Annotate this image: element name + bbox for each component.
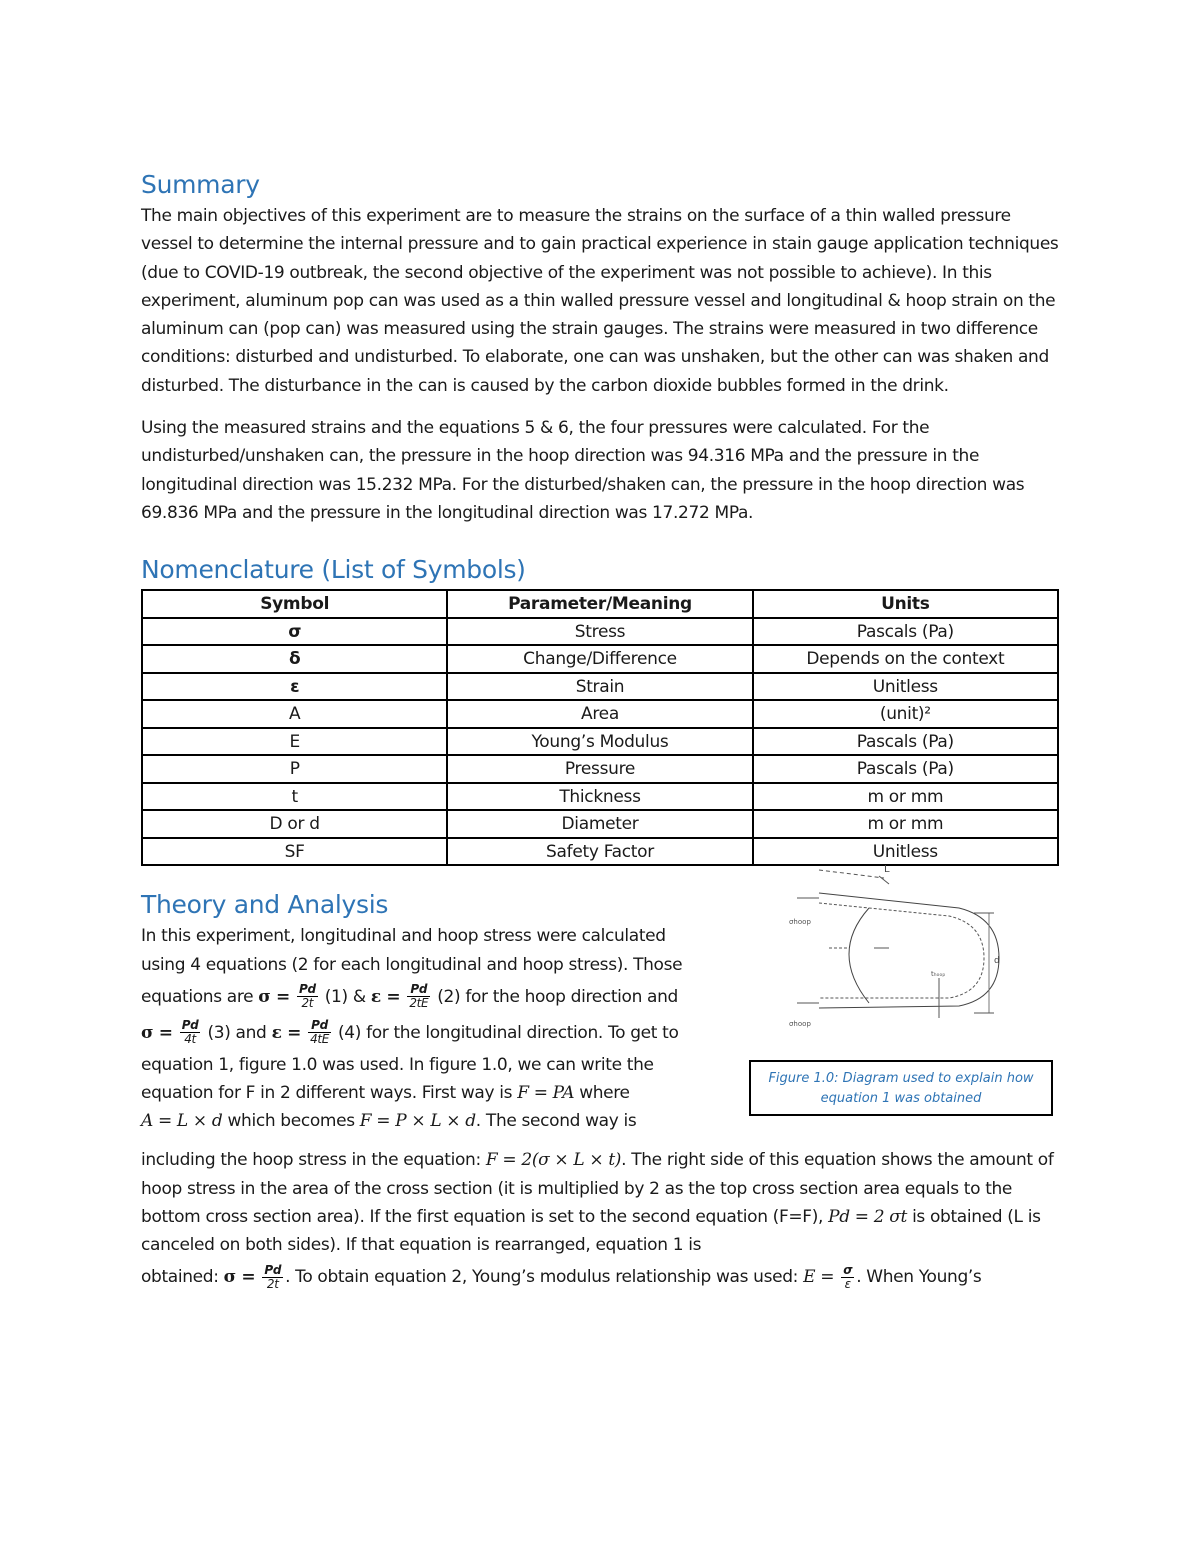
table-row [142, 618, 1058, 646]
summary-paragraph-2: Using the measured strains and the equations 5 & 6, the four pressures were calculated. For the undisturbed/unshaken can, the pressure in the hoop direction was 94.316 MPa and the pressure in the longitudinal direction was 15.232 MPa. For the disturbed/shaken can, the pressure in the hoop direction was 69.836 MPa and the pressure in the longitudinal direction was 17.272 MPa. [141, 418, 1025, 523]
table-header-row [142, 590, 1058, 618]
meaning-cell: Safety Factor [447, 838, 752, 866]
symbol-cell: σ [142, 618, 447, 646]
equation-sigma: σ = [141, 1022, 173, 1043]
units-cell: Unitless [753, 838, 1058, 866]
theory-line: A = L × d which becomes F = P × L × d. The second way is [141, 1111, 637, 1132]
header-meaning: Parameter/Meaning [447, 590, 752, 618]
symbol-cell: δ [142, 645, 447, 673]
theory-line: In this experiment, longitudinal and hoop stress were calculated [141, 926, 666, 947]
symbol-cell: D or d [142, 810, 447, 838]
equation-youngs: E = [803, 1267, 835, 1288]
table-row [142, 728, 1058, 756]
theory-paragraph: including the hoop stress in the equation: F = 2(σ × L × t). The right side of this equation shows the amount of hoop stress in the area of the cross section (it is multiplied by 2 as the top cross section area equals to the bottom cross section area). If the first equation is set to the second equation (F=F), Pd = 2 σt is obtained (L is canceled on both sides). If that equation is rearranged, equation 1 is [141, 1150, 1054, 1256]
symbol-cell: P [142, 755, 447, 783]
theory-text-full [141, 1146, 1059, 1295]
units-cell: m or mm [753, 810, 1058, 838]
fraction-pd-2t: $\frac{Pd}{2t}$ [264, 1262, 282, 1291]
theory-heading: Theory and Analysis [141, 890, 389, 920]
label-d: d [994, 956, 1000, 967]
equation-epsilon: ε = [271, 1022, 302, 1043]
theory-line: equation 1, figure 1.0 was used. In figure 1.0, we can write the [141, 1054, 654, 1075]
theory-text-column [141, 888, 741, 1135]
theory-line: obtained: σ = $\frac{Pd}{2t}$ . To obtain equation 2, Young’s modulus relationship was used: E = $\frac{\sigma}{\varepsilon}$ . When Young’s [141, 1262, 982, 1291]
table-row [142, 755, 1058, 783]
equation-sigma: σ = [258, 986, 290, 1007]
summary-paragraph-1: The main objectives of this experiment are to measure the strains on the surface of a thin walled pressure vessel to determine the internal pressure and to gain practical experience in stain gauge application techniques (due to COVID-19 outbreak, the second objective of the experiment was not possible to achieve). In this experiment, aluminum pop can was used as a thin walled pressure vessel and longitudinal & hoop strain on the aluminum can (pop can) was measured using the strain gauges. The strains were measured in two difference conditions: disturbed and undisturbed. To elaborate, one can was unshaken, but the other can was shaken and disturbed. The disturbance in the can is caused by the carbon dioxide bubbles formed in the drink. [141, 206, 1059, 396]
equation-area: A = L × d [141, 1111, 223, 1132]
meaning-cell: Thickness [447, 783, 752, 811]
units-cell: (unit)² [753, 700, 1058, 728]
symbol-cell: E [142, 728, 447, 756]
nomenclature-table [141, 589, 1059, 866]
meaning-cell: Stress [447, 618, 752, 646]
equation-f-hoop: F = 2(σ × L × t) [485, 1150, 622, 1171]
fraction-pd-4t: $\frac{Pd}{4t}$ [181, 1018, 199, 1047]
label-l: L [884, 864, 890, 876]
symbol-cell: ε [142, 673, 447, 701]
fraction-pd-4te: $\frac{Pd}{4tE}$ [310, 1018, 329, 1047]
pressure-vessel-diagram [789, 858, 1009, 1028]
equation-f-pld: F = P × L × d [359, 1111, 476, 1132]
header-symbol: Symbol [142, 590, 447, 618]
nomenclature-heading: Nomenclature (List of Symbols) [141, 555, 526, 585]
units-cell: Pascals (Pa) [753, 755, 1058, 783]
header-units: Units [753, 590, 1058, 618]
theory-line: using 4 equations (2 for each longitudinal and hoop stress). Those [141, 954, 683, 975]
meaning-cell: Area [447, 700, 752, 728]
document-page [141, 168, 1059, 1318]
symbol-cell: A [142, 700, 447, 728]
table-row [142, 673, 1058, 701]
units-cell: m or mm [753, 783, 1058, 811]
meaning-cell: Young’s Modulus [447, 728, 752, 756]
units-cell: Unitless [753, 673, 1058, 701]
table-row [142, 810, 1058, 838]
table-row [142, 700, 1058, 728]
theory-section [141, 864, 1059, 1318]
figure-caption: Figure 1.0: Diagram used to explain how equation 1 was obtained [749, 1060, 1053, 1116]
label-sigma-bottom: σhoop [789, 1020, 811, 1029]
meaning-cell: Diameter [447, 810, 752, 838]
equation-epsilon: ε = [370, 986, 401, 1007]
equation-pd: Pd = 2 σt [828, 1206, 907, 1227]
theory-line: σ = $\frac{Pd}{4t}$ (3) and ε = $\frac{Pd}{4tE}$ (4) for the longitudinal direction. To get to [141, 1018, 679, 1047]
theory-line: equation for F in 2 different ways. First way is F = PA where [141, 1083, 630, 1104]
label-sigma-top: σhoop [789, 918, 811, 927]
fraction-pd-2t: $\frac{Pd}{2t}$ [299, 982, 316, 1011]
units-cell: Pascals (Pa) [753, 618, 1058, 646]
meaning-cell: Strain [447, 673, 752, 701]
meaning-cell: Change/Difference [447, 645, 752, 673]
table-row [142, 783, 1058, 811]
theory-line: equations are σ = $\frac{Pd}{2t}$ (1) & ε = $\frac{Pd}{2tE}$ (2) for the hoop direction and [141, 982, 678, 1011]
fraction-pd-2te: $\frac{Pd}{2tE}$ [409, 982, 429, 1011]
meaning-cell: Pressure [447, 755, 752, 783]
table-row [142, 645, 1058, 673]
label-t: tₕₒₒₚ [931, 970, 946, 979]
fraction-sigma-eps: $\frac{\sigma}{\varepsilon}$ [843, 1262, 853, 1291]
units-cell: Pascals (Pa) [753, 728, 1058, 756]
symbol-cell: t [142, 783, 447, 811]
equation-sigma: σ = [223, 1267, 256, 1288]
summary-heading: Summary [141, 170, 260, 199]
symbol-cell: SF [142, 838, 447, 866]
units-cell: Depends on the context [753, 645, 1058, 673]
equation-f-pa: F = PA [517, 1083, 575, 1104]
